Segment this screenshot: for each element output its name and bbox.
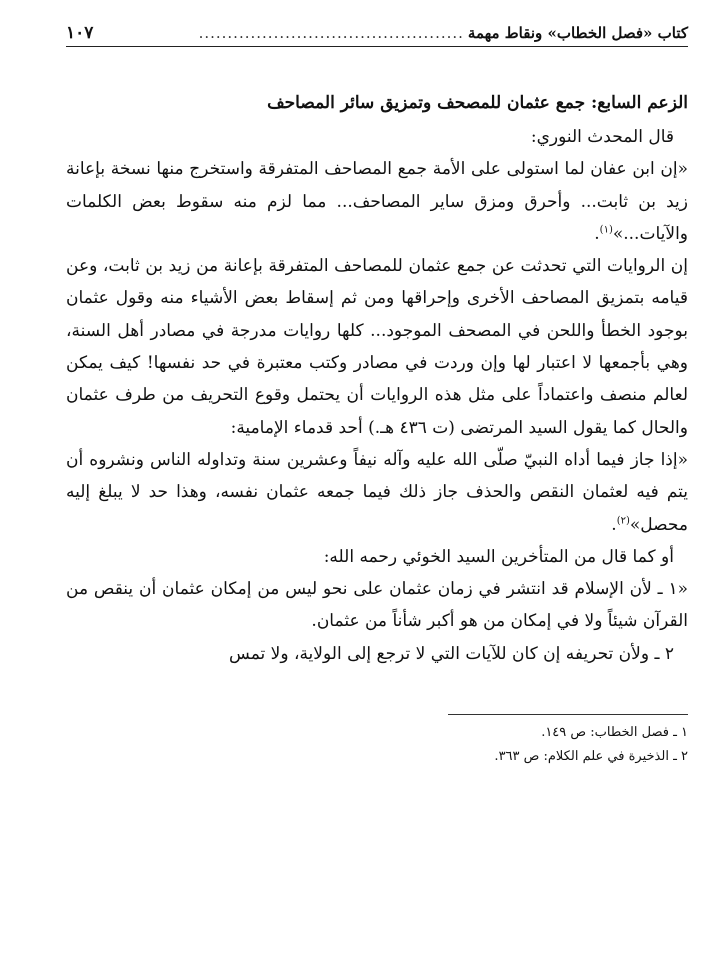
quote-nouri: «إن ابن عفان لما استولى على الأمة جمع المصاحف المتفرقة واستخرج منها نسخة بإعانة زيد بن ثابت... وأحرق ومزق ساير المصاحف... مما لزم منه سقوط بعض الكلمات والآيات...»$^{(١)}$. (66, 159, 688, 244)
footnote-2: ٢ ـ الذخيرة في علم الكلام: ص ٣٦٣. (494, 749, 688, 765)
paragraph-narrations: إن الروايات التي تحدثت عن جمع عثمان للمصاحف المتفرقة بإعانة من زيد بن ثابت، وعن قيامه بتمزيق المصاحف الأخرى وإحراقها ومن ثم إسقاط بعض الأشياء منه وقول عثمان بوجود الخطأ واللحن في المصحف الموجود... كلها روايات مدرجة في مصادر أهل السنة، وهي بأجمعها لا اعتبار لها وإن وردت في مصادر وكتب معتبرة في حد نفسها! كيف يمكن لعالم منصف واعتماداً على مثل هذه الروايات أن يحتمل وقوع التحريف من طرف عثمان والحال كما يقول السيد المرتضى (ت ٤٣٦ هـ.) أحد قدماء الإمامية: (66, 256, 688, 438)
section-heading: الزعم السابع: جمع عثمان للمصحف وتمزيق سائر المصاحف (267, 93, 688, 113)
quote-khoei-point-1: «١ ـ لأن الإسلام قد انتشر في زمان عثمان على نحو ليس من إمكان عثمان أن ينقص من القرآن شيئاً ولا في إمكان من هو أكبر شأناً من عثمان. (66, 579, 688, 632)
footnote-divider (448, 714, 688, 715)
quote-khoei-point-2: ٢ ـ ولأن تحريفه إن كان للآيات التي لا ترجع إلى الولاية، ولا تمس (229, 643, 674, 664)
paragraph-nouri-intro: قال المحدث النوري: (530, 127, 674, 147)
footnotes (66, 721, 688, 769)
footnote-ref-2: (٢) (616, 514, 630, 526)
running-header-title: كتاب «فصل الخطاب» ونقاط مهمة (467, 24, 688, 42)
paragraph-khoei-intro: أو كما قال من المتأخرين السيد الخوئي رحمه الله: (323, 546, 674, 567)
book-page (66, 22, 688, 937)
footnote-ref-1: (١) (599, 224, 613, 236)
quote-nouri-text: «إن ابن عفان لما استولى على الأمة جمع المصاحف المتفرقة واستخرج منها نسخة بإعانة زيد بن ثابت... وأحرق ومزق ساير المصاحف... مما لزم منه سقوط بعض الكلمات والآيات...» (66, 159, 688, 244)
quote-murtada-text: «إذا جاز فيما أداه النبيّ صلّى الله عليه وآله نيفاً وعشرين سنة وتداوله الناس ونشروه أن يتم فيه لعثمان النقص والحذف جاز ذلك فيما جمعه عثمان نفسه، وهذا حد لا يبلغ إليه محصل» (66, 449, 688, 535)
running-header (66, 22, 688, 47)
quote-murtada: «إذا جاز فيما أداه النبيّ صلّى الله عليه وآله نيفاً وعشرين سنة وتداوله الناس ونشروه أن يتم فيه لعثمان النقص والحذف جاز ذلك فيما جمعه عثمان نفسه، وهذا حد لا يبلغ إليه محصل»$^{(٢)}$. (66, 449, 688, 535)
running-header-leader-dots: .............................................. (198, 24, 464, 42)
page-number: ١٠٧ (66, 23, 94, 43)
footnote-1: ١ ـ فصل الخطاب: ص ١٤٩. (541, 725, 688, 741)
